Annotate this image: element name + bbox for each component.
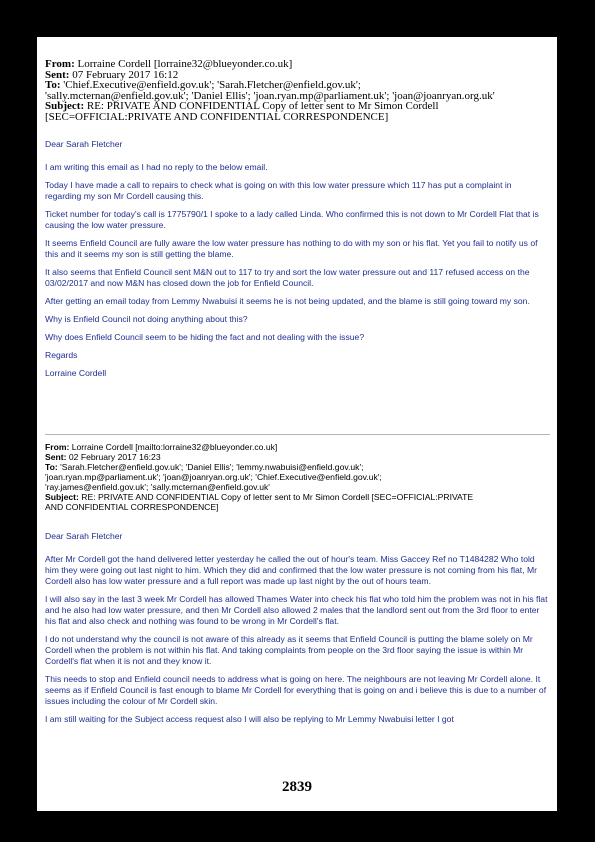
email2-paragraph: I am still waiting for the Subject access request also I will also be replying to Mr Lemmy Nwabuisi letter I got — [45, 714, 454, 724]
email1-signature: Lorraine Cordell — [45, 368, 107, 378]
email1-paragraph: Why is Enfield Council not doing anything about this? — [45, 314, 248, 324]
email2-subject-1: RE: PRIVATE AND CONFIDENTIAL Copy of letter sent to Mr Simon Cordell [SEC=OFFICIAL:PRIVATE — [81, 492, 474, 502]
email1-body — [45, 139, 550, 386]
email2-header — [45, 442, 550, 512]
email1-paragraph: Today I have made a call to repairs to check what is going on with this low water pressure which 117 has put a complaint in regarding my son Mr Cordell causing this. — [45, 180, 512, 201]
email1-paragraph: Why does Enfield Council seem to be hiding the fact and not dealing with the issue? — [45, 332, 365, 342]
email1-salutation: Dear Sarah Fletcher — [45, 139, 123, 149]
email1-subject-1: RE: PRIVATE AND CONFIDENTIAL Copy of letter sent to Mr Simon Cordell — [86, 100, 439, 112]
email2-body — [45, 531, 550, 732]
email2-to-line — [45, 462, 550, 472]
email2-from: Lorraine Cordell [mailto:lorraine32@blueyonder.co.uk] — [71, 442, 278, 452]
document-page — [37, 37, 557, 811]
email1-paragraph: I am writing this email as I had no reply to the below email. — [45, 162, 268, 172]
email1-header — [45, 59, 555, 122]
email2-paragraph: I do not understand why the council is not aware of this already as it seems that Enfield Council is putting the blame solely on Mr Cordell when the problem is not within his flat. And taking complaints from people on the 3rd floor saying the issue is within Mr Cordell's flat when it is not and they know it. — [45, 634, 533, 666]
to-label: To: — [45, 79, 61, 91]
email2-paragraph: This needs to stop and Enfield council needs to address what is going on here. The neighbours are not leaving Mr Cordell alone. It seems as if Enfield Council is fast enough to blame Mr Cordell for everything that is going on and i believe this is due to a number of issues including the colour of Mr Cordell skin. — [45, 674, 547, 706]
email1-from: Lorraine Cordell [lorraine32@blueyonder.co.uk] — [77, 58, 293, 70]
email2-sent: 02 February 2017 16:23 — [68, 452, 161, 462]
from-label: From: — [45, 442, 70, 452]
sent-label: Sent: — [45, 68, 70, 81]
page-number: 2839 — [282, 779, 312, 795]
email2-from-line — [45, 442, 550, 452]
email1-subject-line — [45, 101, 555, 112]
email1-regards: Regards — [45, 350, 78, 360]
email1-paragraph: After getting an email today from Lemmy Nwabuisi it seems he is not being updated, and the blame is still going toward my son. — [45, 296, 530, 306]
email1-to-2: 'sally.mcternan@enfield.gov.uk'; 'Daniel Ellis'; 'joan.ryan.mp@parliament.uk'; 'joan@joanryan.org.uk' — [45, 89, 495, 102]
email2-to-1: 'Sarah.Fletcher@enfield.gov.uk'; 'Daniel Ellis'; 'lemmy.nwabuisi@enfield.gov.uk'; — [60, 462, 364, 472]
email1-paragraph: It seems Enfield Council are fully aware the low water pressure has nothing to do with my son or his flat. Yet you fail to notify us of this and it seems my son is still getting the blame. — [45, 238, 538, 259]
sent-label: Sent: — [45, 452, 67, 462]
to-label: To: — [45, 462, 58, 472]
email2-to-3: 'ray.james@enfield.gov.uk'; 'sally.mcternan@enfield.gov.uk' — [45, 482, 270, 492]
email1-paragraph: Ticket number for today's call is 1775790/1 I spoke to a lady called Linda. Who confirmed this is not down to Mr Cordell Flat that is causing the low water pressure. — [45, 209, 539, 230]
from-label: From: — [45, 58, 75, 70]
email2-sent-line — [45, 452, 550, 462]
email1-to-1: 'Chief.Executive@enfield.gov.uk'; 'Sarah.Fletcher@enfield.gov.uk'; — [63, 79, 361, 91]
email2-subject-line — [45, 492, 550, 502]
email2-to-2: 'joan.ryan.mp@parliament.uk'; 'joan@joanryan.org.uk'; 'Chief.Executive@enfield.gov.uk'; — [45, 472, 382, 482]
email-divider — [45, 434, 550, 435]
subject-label: Subject: — [45, 100, 85, 112]
email1-sent: 07 February 2017 16:12 — [72, 68, 179, 81]
email1-subject-2: [SEC=OFFICIAL:PRIVATE AND CONFIDENTIAL CORRESPONDENCE] — [45, 110, 389, 123]
email2-paragraph: After Mr Cordell got the hand delivered letter yesterday he called the out of hour's team. Miss Gaccey Ref no T1484282 Who told him they were going out last night to him. Which they did and confirmed that the low water pressure is not coming from his flat, Mr Cordell also has low water pressure and a full report was made up last night by the out of hours team. — [45, 554, 537, 586]
email2-salutation: Dear Sarah Fletcher — [45, 531, 123, 541]
email2-subject-2: AND CONFIDENTIAL CORRESPONDENCE] — [45, 502, 219, 512]
email2-paragraph: I will also say in the last 3 week Mr Cordell has allowed Thames Water into check his flat who told him the problem was not in his flat and he also had low water pressure, and then Mr Cordell also allowed 2 males that the landlord sent out from the 3rd floor to enter his flat and also check and nothing was found to be wrong in Mr Cordell's flat. — [45, 594, 548, 626]
email1-to-line — [45, 80, 555, 91]
email1-paragraph: It also seems that Enfield Council sent M&N out to 117 to try and sort the low water pressure out and 117 refused access on the 03/02/2017 and now M&N has closed down the job for Enfield Council. — [45, 267, 530, 288]
subject-label: Subject: — [45, 492, 79, 502]
